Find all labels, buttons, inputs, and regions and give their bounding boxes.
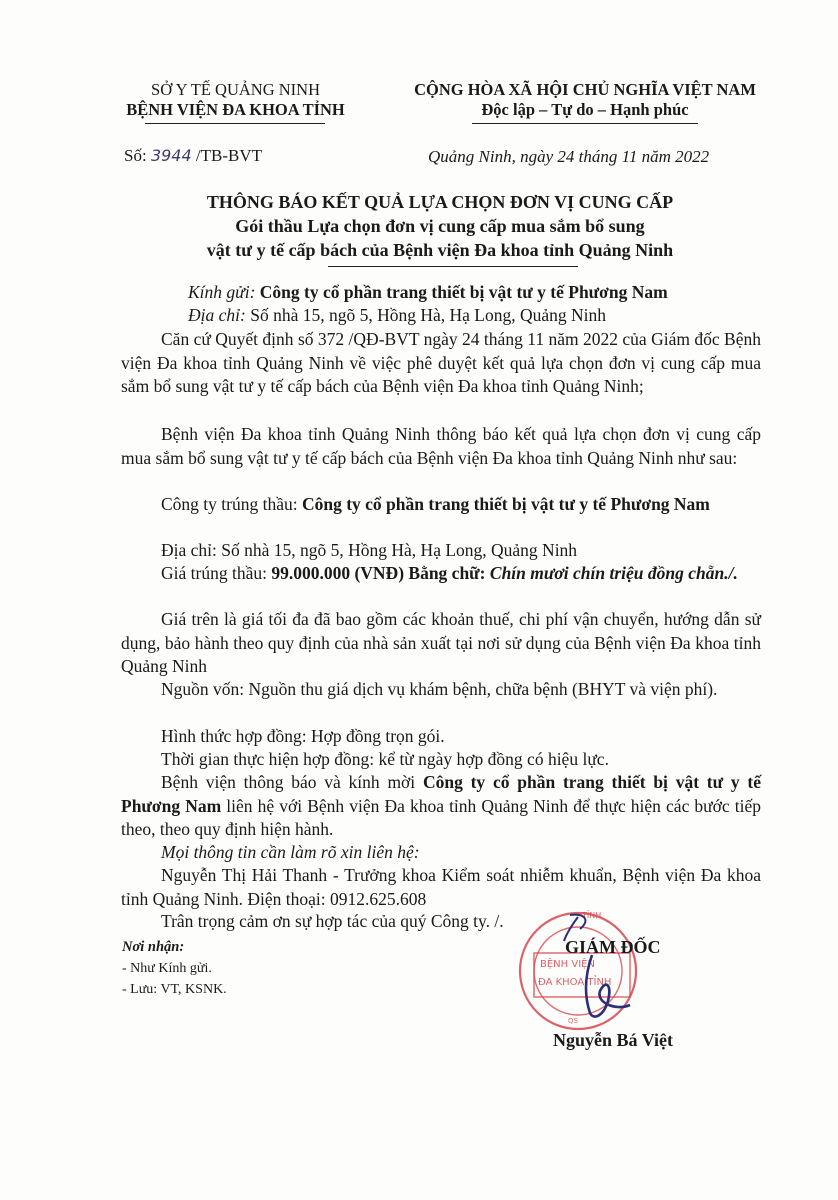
invite-pre: Bệnh viện thông báo và kính mời (161, 772, 416, 792)
price-words: Chín mươi chín triệu đồng chẵn./. (489, 563, 738, 583)
price-label: Giá trúng thầu: (161, 563, 267, 583)
place-date: Quảng Ninh, ngày 24 tháng 11 năm 2022 (428, 147, 710, 166)
winner-address: Địa chỉ: Số nhà 15, ngõ 5, Hồng Hà, Hạ Long, Quảng Ninh (161, 540, 578, 560)
number-suffix: /TB-BVT (195, 146, 263, 165)
greeting-label: Kính gửi: (188, 282, 256, 302)
winner-name: Công ty cổ phần trang thiết bị vật tư y tế Phương Nam (301, 494, 710, 514)
winner-line (121, 493, 761, 517)
price-note: Giá trên là giá tối đa đã bao gồm các khoản thuế, chi phí vận chuyển, hướng dẫn sử dụng, bảo hành theo quy định của nhà sản xuất tại nơi sử dụng của Bệnh viện Đa khoa tỉnh Quảng Ninh (121, 609, 761, 676)
winner-label: Công ty trúng thầu: (161, 494, 298, 514)
recipient-item: - Lưu: VT, KSNK. (122, 982, 227, 997)
signer-role: GIÁM ĐỐC (565, 937, 661, 957)
signature-scribble (530, 895, 670, 1035)
invite-company: Công ty cổ phần trang thiết bị vật tư y tế Phương Nam (121, 772, 762, 816)
price-line (121, 562, 761, 586)
greeting (188, 281, 768, 305)
title-underline (328, 266, 578, 267)
signer-name: Nguyễn Bá Việt (553, 1030, 674, 1050)
header-right-underline (472, 123, 698, 124)
contract-time: Thời gian thực hiện hợp đồng: kể từ ngày hợp đồng có hiệu lực. (161, 749, 609, 769)
handwritten-number: 3944 (150, 146, 192, 165)
document-number (124, 146, 262, 166)
funding-source: Nguồn vốn: Nguồn thu giá dịch vụ khám bệnh, chữa bệnh (BHYT và viện phí). (161, 679, 718, 699)
header-left-underline (145, 123, 325, 124)
thanks-line: Trân trọng cảm ơn sự hợp tác của quý Công ty. /. (161, 911, 504, 931)
greeting-company: Công ty cổ phần trang thiết bị vật tư y tế Phương Nam (259, 282, 668, 302)
invite-post: liên hệ với Bệnh viện Đa khoa tỉnh Quảng Ninh để thực hiện các bước tiếp theo, theo quy định hiện hành. (121, 795, 762, 839)
title-line-2: Gói thầu Lựa chọn đơn vị cung cấp mua sắm bổ sung (235, 216, 645, 236)
contact-intro: Mọi thông tin cần làm rõ xin liên hệ: (161, 842, 420, 862)
recipient-item: - Như Kính gửi. (122, 961, 212, 976)
stamp-line-1: BỆNH VIỆN (540, 959, 595, 970)
number-prefix: Số: (124, 146, 147, 165)
title-line-3: vật tư y tế cấp bách của Bệnh viện Đa khoa tỉnh Quảng Ninh (206, 240, 674, 260)
country-name: CỘNG HÒA XÃ HỘI CHỦ NGHĨA VIỆT NAM (414, 80, 756, 99)
national-motto: Độc lập – Tự do – Hạnh phúc (481, 100, 689, 119)
announcement: Bệnh viện Đa khoa tỉnh Quảng Ninh thông báo kết quả lựa chọn đơn vị cung cấp mua sắm bổ sung vật tư y tế cấp bách của Bệnh viện Đa khoa tỉnh Quảng Ninh như sau: (121, 424, 761, 468)
department-name: SỞ Y TẾ QUẢNG NINH (151, 80, 320, 99)
legal-basis: Căn cứ Quyết định số 372 /QĐ-BVT ngày 24 tháng 11 năm 2022 của Giám đốc Bệnh viện Đa khoa tỉnh Quảng Ninh về việc phê duyệt kết quả lựa chọn đơn vị cung cấp mua sắm bổ sung vật tư y tế cấp bách của Bệnh viện Đa khoa tỉnh Quảng Ninh; (121, 329, 761, 396)
document-title (120, 190, 760, 262)
svg-text:QS: QS (568, 1017, 578, 1025)
contact-person: Nguyễn Thị Hải Thanh - Trưởng khoa Kiểm soát nhiễm khuẩn, Bệnh viện Đa khoa tỉnh Quảng Ninh. (121, 865, 761, 909)
price-value: 99.000.000 (VNĐ) Bằng chữ: (271, 563, 486, 583)
invitation (121, 771, 761, 842)
stamp-line-2: ĐA KHOA TỈNH (538, 977, 612, 988)
address-value: Số nhà 15, ngõ 5, Hồng Hà, Hạ Long, Quảng Ninh (250, 305, 607, 325)
recipients-block (122, 937, 227, 1000)
recipients-label: Nơi nhận: (122, 939, 185, 955)
header-right (385, 80, 785, 120)
contract-form: Hình thức hợp đồng: Hợp đồng trọn gói. (161, 726, 445, 746)
header-left (98, 80, 373, 120)
hospital-name: BỆNH VIỆN ĐA KHOA TỈNH (126, 100, 345, 119)
svg-text:TỈNH: TỈNH (582, 911, 602, 920)
title-line-1: THÔNG BÁO KẾT QUẢ LỰA CHỌN ĐƠN VỊ CUNG CẤP (206, 192, 674, 212)
contact-phone: Điện thoại: 0912.625.608 (247, 888, 427, 909)
greeting-address (188, 304, 768, 328)
address-label: Địa chỉ: (188, 305, 246, 325)
